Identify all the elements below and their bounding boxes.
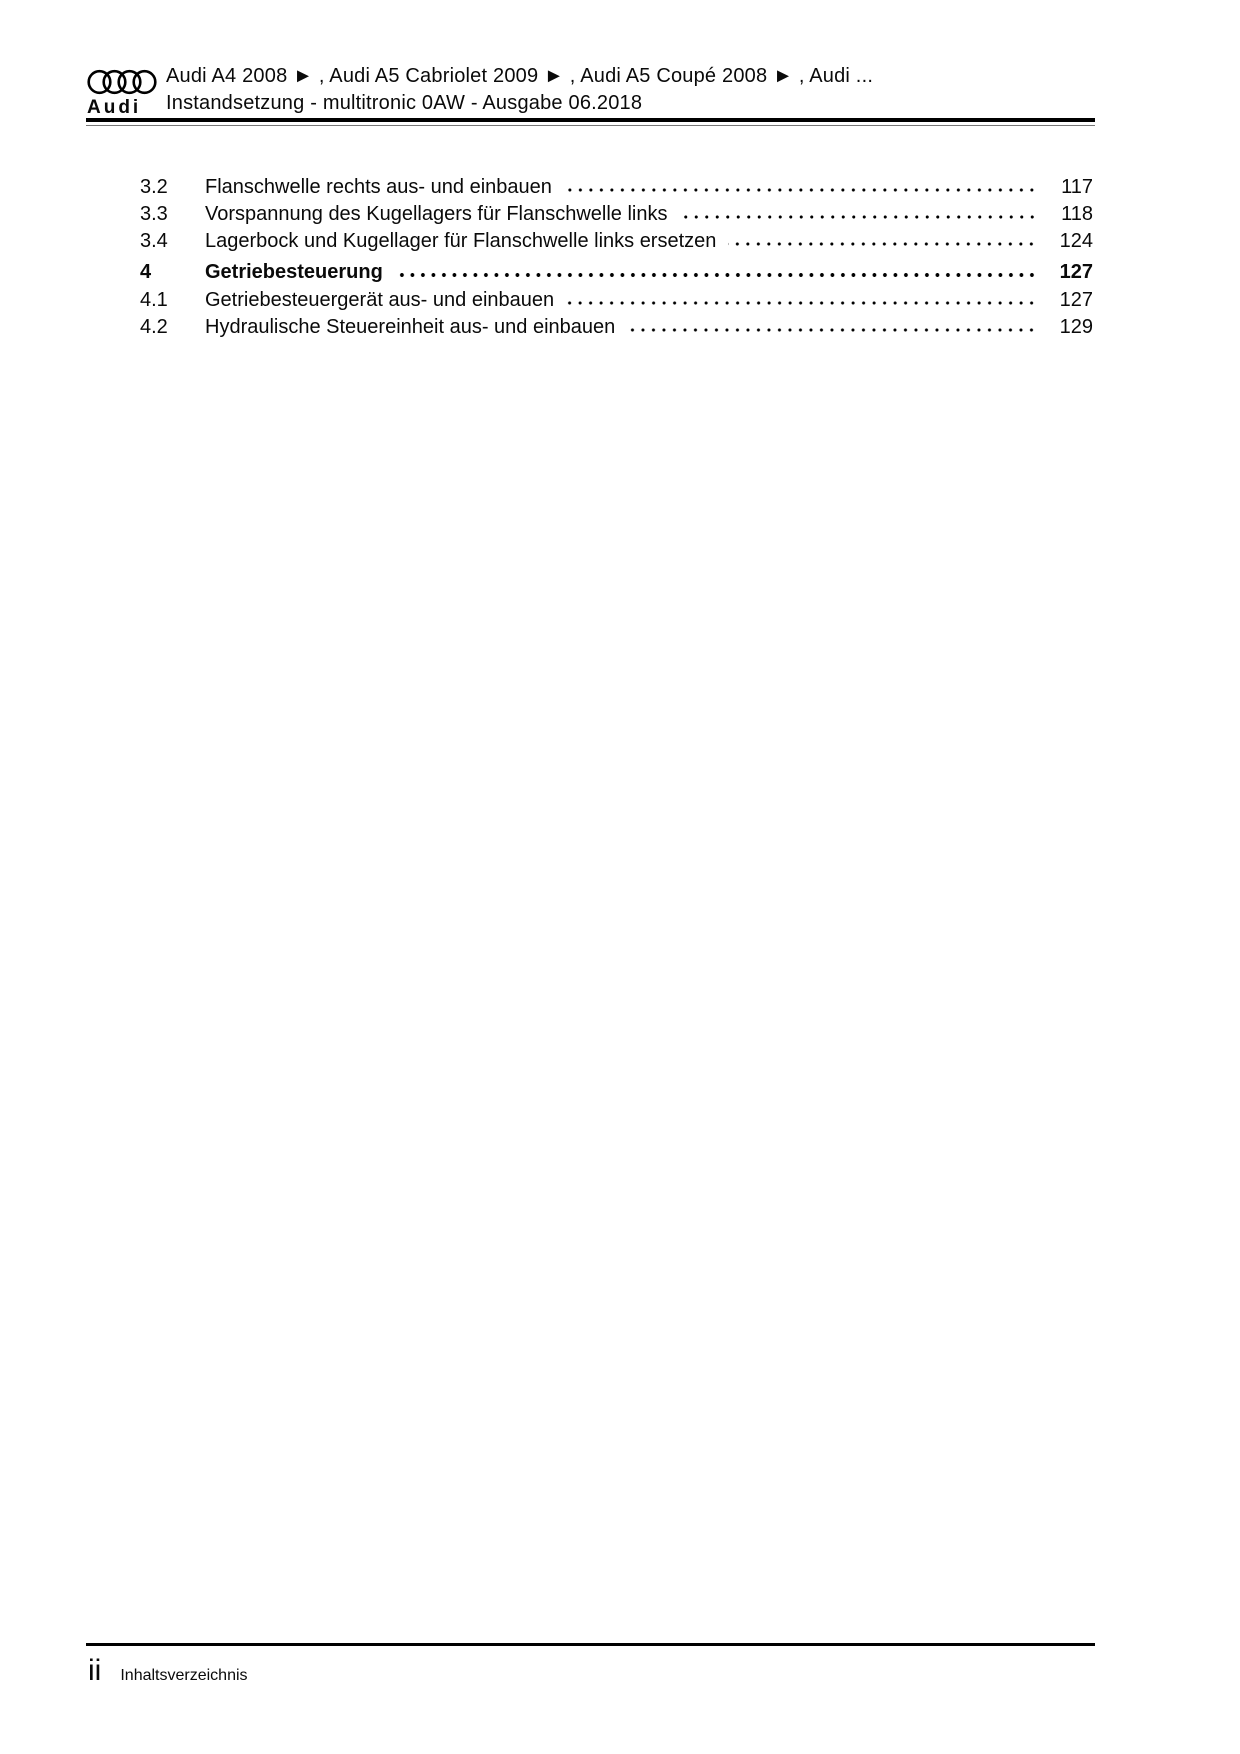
header-title-line: Instandsetzung - multitronic 0AW - Ausgabe 06.2018 bbox=[166, 92, 643, 114]
toc-entry-number: 3.3 bbox=[140, 203, 168, 225]
toc-entry-title: Flanschwelle rechts aus- und einbauen bbox=[205, 176, 552, 198]
toc-leader-dots bbox=[395, 272, 1037, 278]
footer-rule bbox=[86, 1643, 1095, 1646]
toc-entry bbox=[140, 175, 1093, 200]
toc-entry-number: 4.1 bbox=[140, 289, 168, 311]
footer-section-label: Inhaltsverzeichnis bbox=[120, 1667, 248, 1684]
toc-entry-number: 4 bbox=[140, 261, 152, 283]
toc-entry-page: 117 bbox=[1061, 176, 1093, 198]
toc-entry-page: 127 bbox=[1059, 261, 1093, 283]
toc-entry bbox=[140, 229, 1093, 254]
toc-entry-number: 3.2 bbox=[140, 176, 168, 198]
toc-entry-title: Getriebesteuerung bbox=[205, 261, 383, 283]
toc-entry-section bbox=[140, 260, 1093, 285]
toc-entry-page: 118 bbox=[1061, 203, 1093, 225]
toc-entry-title: Vorspannung des Kugellagers für Flanschwelle links bbox=[205, 203, 668, 225]
toc-leader-dots bbox=[627, 327, 1037, 333]
toc-entry-number: 4.2 bbox=[140, 316, 168, 338]
audi-wordmark: Audi bbox=[87, 97, 142, 118]
toc-entry bbox=[140, 202, 1093, 227]
page-footer bbox=[88, 1654, 248, 1688]
audi-logo bbox=[87, 68, 159, 116]
toc-entry-page: 129 bbox=[1059, 316, 1093, 338]
toc-leader-dots bbox=[728, 241, 1037, 247]
toc-entry bbox=[140, 288, 1093, 313]
audi-rings-icon bbox=[87, 68, 157, 98]
toc-entry-page: 127 bbox=[1059, 289, 1093, 311]
toc-entry-number: 3.4 bbox=[140, 230, 168, 252]
toc-entry-title: Getriebesteuergerät aus- und einbauen bbox=[205, 289, 555, 311]
toc-entry-title: Lagerbock und Kugellager für Flanschwelle links ersetzen bbox=[205, 230, 717, 252]
toc-leader-dots bbox=[564, 187, 1037, 193]
toc-leader-dots bbox=[680, 214, 1038, 220]
page-header bbox=[166, 63, 873, 117]
toc-entry-title: Hydraulische Steuereinheit aus- und einbauen bbox=[205, 316, 616, 338]
footer-page-number: ii bbox=[88, 1654, 102, 1687]
toc-entry-page: 124 bbox=[1059, 230, 1093, 252]
header-model-line: Audi A4 2008 ► , Audi A5 Cabriolet 2009 ► , Audi A5 Coupé 2008 ► , Audi ... bbox=[166, 65, 874, 87]
table-of-contents bbox=[140, 175, 1093, 342]
toc-leader-dots bbox=[566, 300, 1037, 306]
toc-entry bbox=[140, 315, 1093, 340]
header-rule bbox=[86, 118, 1095, 126]
